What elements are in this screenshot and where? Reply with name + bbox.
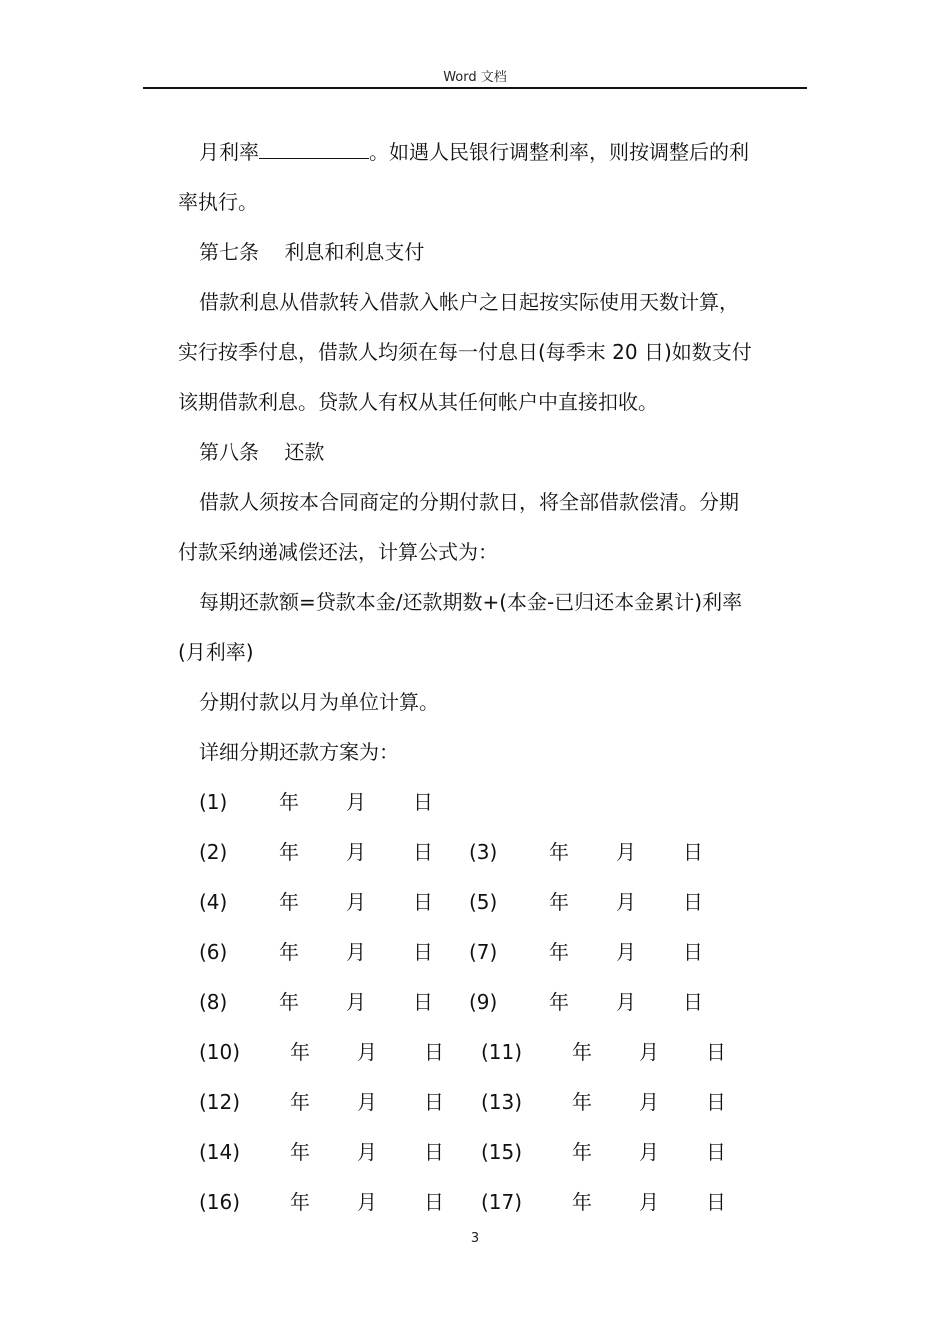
installment-number: (9) <box>469 990 498 1014</box>
paragraph-line: 实行按季付息，借款人均须在每一付息日(每季末 20 日)如数支付 <box>178 340 752 364</box>
day-label: 日 <box>413 840 433 864</box>
month-label: 月 <box>346 990 366 1014</box>
month-label: 月 <box>616 840 636 864</box>
formula-line: 每期还款额=贷款本金/还款期数+(本金-已归还本金累计)利率 <box>199 590 743 614</box>
installment-number: (17) <box>481 1190 523 1214</box>
year-label: 年 <box>290 1190 310 1214</box>
day-label: 日 <box>683 840 703 864</box>
installment-number: (11) <box>481 1040 523 1064</box>
installment-number: (4) <box>199 890 228 914</box>
year-label: 年 <box>279 840 299 864</box>
year-label: 年 <box>549 940 569 964</box>
year-label: 年 <box>279 790 299 814</box>
installment-number: (14) <box>199 1140 241 1164</box>
schedule-row <box>178 777 806 827</box>
month-label: 月 <box>639 1190 659 1214</box>
month-label: 月 <box>616 940 636 964</box>
article-7-title: 第七条 利息和利息支付 <box>199 240 425 264</box>
day-label: 日 <box>683 990 703 1014</box>
page-header: Word 文档 <box>443 70 507 85</box>
month-label: 月 <box>639 1040 659 1064</box>
year-label: 年 <box>549 990 569 1014</box>
year-label: 年 <box>572 1190 592 1214</box>
installment-number: (7) <box>469 940 498 964</box>
installment-number: (15) <box>481 1140 523 1164</box>
year-label: 年 <box>279 940 299 964</box>
text: 。如遇人民银行调整利率，则按调整后的利 <box>369 140 749 164</box>
installment-number: (3) <box>469 840 498 864</box>
installment-number: (6) <box>199 940 228 964</box>
installment-number: (13) <box>481 1090 523 1114</box>
installment-schedule <box>178 777 806 1227</box>
schedule-row <box>178 1127 806 1177</box>
month-label: 月 <box>346 940 366 964</box>
day-label: 日 <box>706 1190 726 1214</box>
month-label: 月 <box>346 840 366 864</box>
installment-number: (5) <box>469 890 498 914</box>
day-label: 日 <box>424 1140 444 1164</box>
month-label: 月 <box>639 1090 659 1114</box>
schedule-row <box>178 877 806 927</box>
year-label: 年 <box>290 1090 310 1114</box>
paragraph-line: 分期付款以月为单位计算。 <box>199 690 439 714</box>
schedule-row <box>178 1027 806 1077</box>
formula-line: (月利率) <box>178 640 254 664</box>
month-label: 月 <box>357 1190 377 1214</box>
month-label: 月 <box>346 890 366 914</box>
page-number: 3 <box>470 1231 480 1246</box>
day-label: 日 <box>424 1190 444 1214</box>
year-label: 年 <box>290 1040 310 1064</box>
year-label: 年 <box>279 990 299 1014</box>
day-label: 日 <box>413 940 433 964</box>
paragraph-interest-rate <box>178 127 806 177</box>
month-label: 月 <box>357 1090 377 1114</box>
schedule-row <box>178 1077 806 1127</box>
paragraph-line: 详细分期还款方案为： <box>199 740 399 764</box>
day-label: 日 <box>413 790 433 814</box>
installment-number: (1) <box>199 790 228 814</box>
month-label: 月 <box>357 1040 377 1064</box>
day-label: 日 <box>413 990 433 1014</box>
day-label: 日 <box>424 1090 444 1114</box>
text: 月利率 <box>199 140 259 164</box>
schedule-row <box>178 827 806 877</box>
day-label: 日 <box>706 1040 726 1064</box>
paragraph-line: 借款人须按本合同商定的分期付款日，将全部借款偿清。分期 <box>199 490 739 514</box>
year-label: 年 <box>279 890 299 914</box>
blank-line <box>259 139 369 159</box>
installment-number: (16) <box>199 1190 241 1214</box>
day-label: 日 <box>683 890 703 914</box>
year-label: 年 <box>290 1140 310 1164</box>
installment-number: (10) <box>199 1040 241 1064</box>
day-label: 日 <box>424 1040 444 1064</box>
year-label: 年 <box>572 1140 592 1164</box>
day-label: 日 <box>706 1140 726 1164</box>
paragraph-line: 付款采纳递减偿还法，计算公式为： <box>178 540 498 564</box>
paragraph-line: 该期借款利息。贷款人有权从其任何帐户中直接扣收。 <box>178 390 658 414</box>
paragraph-line: 借款利息从借款转入借款入帐户之日起按实际使用天数计算， <box>199 290 739 314</box>
article-8-title: 第八条 还款 <box>199 440 325 464</box>
installment-number: (8) <box>199 990 228 1014</box>
schedule-row <box>178 1177 806 1227</box>
month-label: 月 <box>357 1140 377 1164</box>
year-label: 年 <box>572 1090 592 1114</box>
month-label: 月 <box>639 1140 659 1164</box>
schedule-row <box>178 927 806 977</box>
year-label: 年 <box>572 1040 592 1064</box>
paragraph-line: 率执行。 <box>178 190 258 214</box>
month-label: 月 <box>616 990 636 1014</box>
day-label: 日 <box>706 1090 726 1114</box>
month-label: 月 <box>346 790 366 814</box>
month-label: 月 <box>616 890 636 914</box>
installment-number: (2) <box>199 840 228 864</box>
schedule-row <box>178 977 806 1027</box>
document-body <box>178 127 806 1227</box>
installment-number: (12) <box>199 1090 241 1114</box>
day-label: 日 <box>683 940 703 964</box>
day-label: 日 <box>413 890 433 914</box>
year-label: 年 <box>549 890 569 914</box>
header-rule <box>143 87 807 89</box>
year-label: 年 <box>549 840 569 864</box>
